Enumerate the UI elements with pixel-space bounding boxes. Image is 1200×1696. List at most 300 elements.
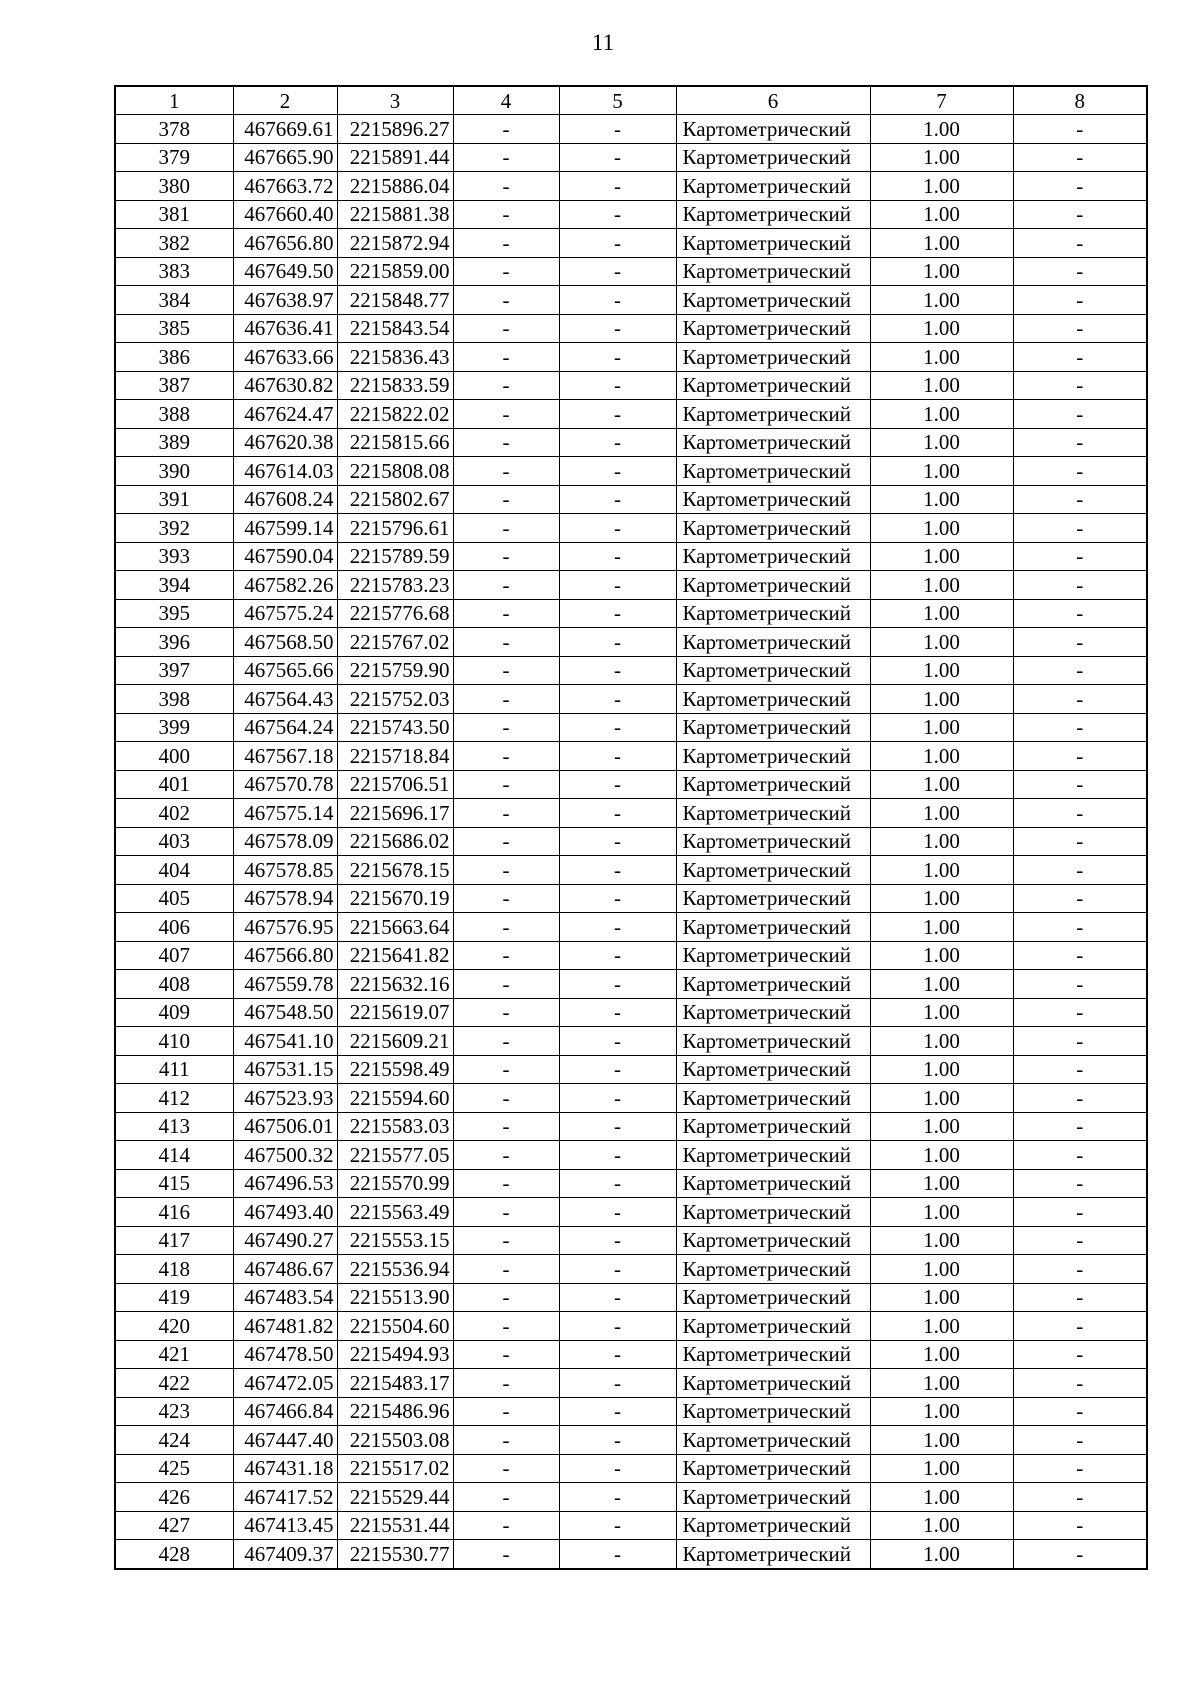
col-4-cell: -	[453, 913, 559, 942]
col-8-cell: -	[1013, 200, 1147, 229]
method-cell: Картометрический	[676, 1112, 870, 1141]
accuracy-cell: 1.00	[870, 200, 1013, 229]
table-row	[115, 770, 1147, 799]
col-8-cell: -	[1013, 542, 1147, 571]
table-row	[115, 229, 1147, 258]
col-5-cell: -	[559, 1312, 676, 1341]
point-number-cell: 386	[115, 343, 233, 372]
table-row	[115, 628, 1147, 657]
accuracy-cell: 1.00	[870, 1255, 1013, 1284]
col-8-cell: -	[1013, 685, 1147, 714]
coord-x-cell: 467590.04	[233, 542, 337, 571]
point-number-cell: 427	[115, 1511, 233, 1540]
table-row	[115, 1226, 1147, 1255]
col-4-cell: -	[453, 400, 559, 429]
table-row	[115, 1454, 1147, 1483]
method-cell: Картометрический	[676, 1483, 870, 1512]
accuracy-cell: 1.00	[870, 172, 1013, 201]
col-8-cell: -	[1013, 884, 1147, 913]
col-4-cell: -	[453, 1283, 559, 1312]
coord-x-cell: 467578.09	[233, 827, 337, 856]
table-row	[115, 827, 1147, 856]
point-number-cell: 396	[115, 628, 233, 657]
point-number-cell: 401	[115, 770, 233, 799]
col-4-cell: -	[453, 656, 559, 685]
method-cell: Картометрический	[676, 1226, 870, 1255]
col-5-cell: -	[559, 1055, 676, 1084]
col-4-cell: -	[453, 229, 559, 258]
coord-x-cell: 467663.72	[233, 172, 337, 201]
col-4-cell: -	[453, 314, 559, 343]
col-8-cell: -	[1013, 1540, 1147, 1569]
col-8-cell: -	[1013, 314, 1147, 343]
coord-x-cell: 467506.01	[233, 1112, 337, 1141]
method-cell: Картометрический	[676, 656, 870, 685]
method-cell: Картометрический	[676, 428, 870, 457]
col-4-cell: -	[453, 371, 559, 400]
accuracy-cell: 1.00	[870, 314, 1013, 343]
col-8-cell: -	[1013, 742, 1147, 771]
coord-y-cell: 2215529.44	[337, 1483, 453, 1512]
coord-x-cell: 467531.15	[233, 1055, 337, 1084]
accuracy-cell: 1.00	[870, 1454, 1013, 1483]
coord-x-cell: 467636.41	[233, 314, 337, 343]
point-number-cell: 428	[115, 1540, 233, 1569]
coord-x-cell: 467548.50	[233, 998, 337, 1027]
col-4-cell: -	[453, 428, 559, 457]
accuracy-cell: 1.00	[870, 1340, 1013, 1369]
col-4-cell: -	[453, 1483, 559, 1512]
col-8-cell: -	[1013, 1283, 1147, 1312]
method-cell: Картометрический	[676, 685, 870, 714]
table-row	[115, 1112, 1147, 1141]
col-5-cell: -	[559, 713, 676, 742]
coord-x-cell: 467490.27	[233, 1226, 337, 1255]
col-5-cell: -	[559, 542, 676, 571]
column-header-3: 3	[337, 86, 453, 115]
method-cell: Картометрический	[676, 1141, 870, 1170]
point-number-cell: 406	[115, 913, 233, 942]
coord-x-cell: 467409.37	[233, 1540, 337, 1569]
coord-y-cell: 2215553.15	[337, 1226, 453, 1255]
method-cell: Картометрический	[676, 172, 870, 201]
col-4-cell: -	[453, 457, 559, 486]
coord-y-cell: 2215678.15	[337, 856, 453, 885]
col-8-cell: -	[1013, 1454, 1147, 1483]
col-5-cell: -	[559, 1511, 676, 1540]
coord-x-cell: 467630.82	[233, 371, 337, 400]
col-4-cell: -	[453, 542, 559, 571]
coord-y-cell: 2215886.04	[337, 172, 453, 201]
col-8-cell: -	[1013, 770, 1147, 799]
coord-y-cell: 2215808.08	[337, 457, 453, 486]
coord-y-cell: 2215619.07	[337, 998, 453, 1027]
table-row	[115, 970, 1147, 999]
coord-x-cell: 467608.24	[233, 485, 337, 514]
point-number-cell: 404	[115, 856, 233, 885]
point-number-cell: 395	[115, 599, 233, 628]
table-row	[115, 286, 1147, 315]
point-number-cell: 410	[115, 1027, 233, 1056]
col-5-cell: -	[559, 1226, 676, 1255]
table-body	[115, 115, 1147, 1569]
coord-y-cell: 2215598.49	[337, 1055, 453, 1084]
col-4-cell: -	[453, 1255, 559, 1284]
col-4-cell: -	[453, 1141, 559, 1170]
header-row	[115, 86, 1147, 115]
method-cell: Картометрический	[676, 542, 870, 571]
point-number-cell: 411	[115, 1055, 233, 1084]
table-row	[115, 172, 1147, 201]
coord-y-cell: 2215513.90	[337, 1283, 453, 1312]
table-row	[115, 485, 1147, 514]
col-5-cell: -	[559, 286, 676, 315]
point-number-cell: 426	[115, 1483, 233, 1512]
col-4-cell: -	[453, 1084, 559, 1113]
table-row	[115, 200, 1147, 229]
point-number-cell: 385	[115, 314, 233, 343]
accuracy-cell: 1.00	[870, 1540, 1013, 1569]
method-cell: Картометрический	[676, 1169, 870, 1198]
table-header	[115, 86, 1147, 115]
col-4-cell: -	[453, 514, 559, 543]
col-8-cell: -	[1013, 713, 1147, 742]
col-8-cell: -	[1013, 1255, 1147, 1284]
col-5-cell: -	[559, 970, 676, 999]
accuracy-cell: 1.00	[870, 229, 1013, 258]
col-5-cell: -	[559, 599, 676, 628]
col-4-cell: -	[453, 856, 559, 885]
accuracy-cell: 1.00	[870, 1426, 1013, 1455]
method-cell: Картометрический	[676, 1340, 870, 1369]
point-number-cell: 388	[115, 400, 233, 429]
col-4-cell: -	[453, 1397, 559, 1426]
point-number-cell: 390	[115, 457, 233, 486]
column-header-1: 1	[115, 86, 233, 115]
coord-y-cell: 2215570.99	[337, 1169, 453, 1198]
table-row	[115, 913, 1147, 942]
col-4-cell: -	[453, 1426, 559, 1455]
coord-x-cell: 467633.66	[233, 343, 337, 372]
col-4-cell: -	[453, 1169, 559, 1198]
method-cell: Картометрический	[676, 400, 870, 429]
col-4-cell: -	[453, 827, 559, 856]
point-number-cell: 419	[115, 1283, 233, 1312]
accuracy-cell: 1.00	[870, 770, 1013, 799]
coord-x-cell: 467638.97	[233, 286, 337, 315]
column-header-4: 4	[453, 86, 559, 115]
point-number-cell: 418	[115, 1255, 233, 1284]
accuracy-cell: 1.00	[870, 457, 1013, 486]
col-4-cell: -	[453, 1027, 559, 1056]
accuracy-cell: 1.00	[870, 884, 1013, 913]
col-8-cell: -	[1013, 257, 1147, 286]
method-cell: Картометрический	[676, 913, 870, 942]
method-cell: Картометрический	[676, 514, 870, 543]
accuracy-cell: 1.00	[870, 713, 1013, 742]
col-5-cell: -	[559, 913, 676, 942]
accuracy-cell: 1.00	[870, 1198, 1013, 1227]
point-number-cell: 425	[115, 1454, 233, 1483]
col-5-cell: -	[559, 229, 676, 258]
coord-x-cell: 467620.38	[233, 428, 337, 457]
column-header-7: 7	[870, 86, 1013, 115]
col-4-cell: -	[453, 115, 559, 144]
col-8-cell: -	[1013, 514, 1147, 543]
col-4-cell: -	[453, 799, 559, 828]
col-5-cell: -	[559, 1141, 676, 1170]
column-header-5: 5	[559, 86, 676, 115]
col-4-cell: -	[453, 286, 559, 315]
point-number-cell: 399	[115, 713, 233, 742]
coord-x-cell: 467566.80	[233, 941, 337, 970]
point-number-cell: 409	[115, 998, 233, 1027]
page-number: 11	[591, 30, 615, 55]
col-8-cell: -	[1013, 1426, 1147, 1455]
col-8-cell: -	[1013, 1084, 1147, 1113]
table-row	[115, 1084, 1147, 1113]
col-8-cell: -	[1013, 400, 1147, 429]
method-cell: Картометрический	[676, 143, 870, 172]
table-row	[115, 1141, 1147, 1170]
table-row	[115, 1511, 1147, 1540]
col-8-cell: -	[1013, 1483, 1147, 1512]
col-5-cell: -	[559, 1397, 676, 1426]
coord-y-cell: 2215670.19	[337, 884, 453, 913]
col-5-cell: -	[559, 742, 676, 771]
coordinates-table	[114, 85, 1148, 1570]
point-number-cell: 397	[115, 656, 233, 685]
table-row	[115, 1369, 1147, 1398]
point-number-cell: 389	[115, 428, 233, 457]
method-cell: Картометрический	[676, 941, 870, 970]
method-cell: Картометрический	[676, 1055, 870, 1084]
col-4-cell: -	[453, 884, 559, 913]
coord-x-cell: 467582.26	[233, 571, 337, 600]
accuracy-cell: 1.00	[870, 1055, 1013, 1084]
coord-y-cell: 2215822.02	[337, 400, 453, 429]
coord-x-cell: 467576.95	[233, 913, 337, 942]
method-cell: Картометрический	[676, 457, 870, 486]
col-4-cell: -	[453, 742, 559, 771]
table-row	[115, 371, 1147, 400]
coord-x-cell: 467541.10	[233, 1027, 337, 1056]
col-4-cell: -	[453, 1112, 559, 1141]
col-8-cell: -	[1013, 172, 1147, 201]
point-number-cell: 413	[115, 1112, 233, 1141]
coord-y-cell: 2215752.03	[337, 685, 453, 714]
accuracy-cell: 1.00	[870, 115, 1013, 144]
point-number-cell: 412	[115, 1084, 233, 1113]
coord-y-cell: 2215583.03	[337, 1112, 453, 1141]
col-4-cell: -	[453, 1226, 559, 1255]
col-8-cell: -	[1013, 1055, 1147, 1084]
coord-y-cell: 2215706.51	[337, 770, 453, 799]
point-number-cell: 405	[115, 884, 233, 913]
coord-y-cell: 2215504.60	[337, 1312, 453, 1341]
col-4-cell: -	[453, 770, 559, 799]
method-cell: Картометрический	[676, 571, 870, 600]
table-row	[115, 314, 1147, 343]
method-cell: Картометрический	[676, 998, 870, 1027]
method-cell: Картометрический	[676, 229, 870, 258]
coord-y-cell: 2215483.17	[337, 1369, 453, 1398]
table-row	[115, 1283, 1147, 1312]
point-number-cell: 380	[115, 172, 233, 201]
column-header-8: 8	[1013, 86, 1147, 115]
table-row	[115, 856, 1147, 885]
coord-y-cell: 2215891.44	[337, 143, 453, 172]
coord-x-cell: 467559.78	[233, 970, 337, 999]
table-row	[115, 1426, 1147, 1455]
table-row	[115, 1312, 1147, 1341]
table-row	[115, 884, 1147, 913]
coord-x-cell: 467565.66	[233, 656, 337, 685]
col-5-cell: -	[559, 656, 676, 685]
coord-x-cell: 467486.67	[233, 1255, 337, 1284]
coord-y-cell: 2215609.21	[337, 1027, 453, 1056]
table-row	[115, 1397, 1147, 1426]
col-5-cell: -	[559, 1369, 676, 1398]
coord-x-cell: 467447.40	[233, 1426, 337, 1455]
col-5-cell: -	[559, 257, 676, 286]
method-cell: Картометрический	[676, 1369, 870, 1398]
col-5-cell: -	[559, 685, 676, 714]
table-row	[115, 656, 1147, 685]
coord-y-cell: 2215833.59	[337, 371, 453, 400]
coord-y-cell: 2215517.02	[337, 1454, 453, 1483]
point-number-cell: 393	[115, 542, 233, 571]
point-number-cell: 382	[115, 229, 233, 258]
coord-x-cell: 467466.84	[233, 1397, 337, 1426]
table-row	[115, 1198, 1147, 1227]
table-row	[115, 514, 1147, 543]
point-number-cell: 392	[115, 514, 233, 543]
point-number-cell: 421	[115, 1340, 233, 1369]
column-header-6: 6	[676, 86, 870, 115]
col-8-cell: -	[1013, 799, 1147, 828]
col-4-cell: -	[453, 571, 559, 600]
col-8-cell: -	[1013, 1511, 1147, 1540]
accuracy-cell: 1.00	[870, 1397, 1013, 1426]
col-5-cell: -	[559, 172, 676, 201]
col-8-cell: -	[1013, 485, 1147, 514]
col-4-cell: -	[453, 685, 559, 714]
col-5-cell: -	[559, 827, 676, 856]
accuracy-cell: 1.00	[870, 628, 1013, 657]
coord-x-cell: 467665.90	[233, 143, 337, 172]
accuracy-cell: 1.00	[870, 827, 1013, 856]
col-8-cell: -	[1013, 571, 1147, 600]
table-row	[115, 941, 1147, 970]
method-cell: Картометрический	[676, 1084, 870, 1113]
col-4-cell: -	[453, 970, 559, 999]
method-cell: Картометрический	[676, 856, 870, 885]
point-number-cell: 424	[115, 1426, 233, 1455]
method-cell: Картометрический	[676, 599, 870, 628]
coord-x-cell: 467575.24	[233, 599, 337, 628]
coord-y-cell: 2215859.00	[337, 257, 453, 286]
coord-y-cell: 2215594.60	[337, 1084, 453, 1113]
coord-y-cell: 2215530.77	[337, 1540, 453, 1569]
col-8-cell: -	[1013, 428, 1147, 457]
coord-y-cell: 2215836.43	[337, 343, 453, 372]
col-4-cell: -	[453, 257, 559, 286]
point-number-cell: 381	[115, 200, 233, 229]
coord-x-cell: 467614.03	[233, 457, 337, 486]
col-8-cell: -	[1013, 457, 1147, 486]
method-cell: Картометрический	[676, 1198, 870, 1227]
coord-x-cell: 467413.45	[233, 1511, 337, 1540]
table-row	[115, 1169, 1147, 1198]
col-5-cell: -	[559, 1169, 676, 1198]
coord-y-cell: 2215718.84	[337, 742, 453, 771]
point-number-cell: 384	[115, 286, 233, 315]
accuracy-cell: 1.00	[870, 371, 1013, 400]
method-cell: Картометрический	[676, 314, 870, 343]
method-cell: Картометрический	[676, 1511, 870, 1540]
accuracy-cell: 1.00	[870, 1369, 1013, 1398]
accuracy-cell: 1.00	[870, 970, 1013, 999]
point-number-cell: 394	[115, 571, 233, 600]
table-row	[115, 257, 1147, 286]
accuracy-cell: 1.00	[870, 1112, 1013, 1141]
col-5-cell: -	[559, 514, 676, 543]
coord-y-cell: 2215503.08	[337, 1426, 453, 1455]
accuracy-cell: 1.00	[870, 286, 1013, 315]
table-row	[115, 343, 1147, 372]
coord-x-cell: 467478.50	[233, 1340, 337, 1369]
col-5-cell: -	[559, 371, 676, 400]
col-8-cell: -	[1013, 913, 1147, 942]
col-4-cell: -	[453, 1540, 559, 1569]
coord-y-cell: 2215632.16	[337, 970, 453, 999]
col-5-cell: -	[559, 200, 676, 229]
col-5-cell: -	[559, 1084, 676, 1113]
coord-y-cell: 2215663.64	[337, 913, 453, 942]
coord-y-cell: 2215789.59	[337, 542, 453, 571]
coord-y-cell: 2215486.96	[337, 1397, 453, 1426]
point-number-cell: 423	[115, 1397, 233, 1426]
method-cell: Картометрический	[676, 1312, 870, 1341]
col-5-cell: -	[559, 400, 676, 429]
col-8-cell: -	[1013, 856, 1147, 885]
col-8-cell: -	[1013, 628, 1147, 657]
point-number-cell: 379	[115, 143, 233, 172]
coord-x-cell: 467656.80	[233, 229, 337, 258]
col-5-cell: -	[559, 770, 676, 799]
accuracy-cell: 1.00	[870, 998, 1013, 1027]
col-5-cell: -	[559, 1426, 676, 1455]
coord-x-cell: 467417.52	[233, 1483, 337, 1512]
coord-x-cell: 467431.18	[233, 1454, 337, 1483]
col-5-cell: -	[559, 1112, 676, 1141]
col-4-cell: -	[453, 1198, 559, 1227]
coord-y-cell: 2215896.27	[337, 115, 453, 144]
point-number-cell: 378	[115, 115, 233, 144]
coord-y-cell: 2215743.50	[337, 713, 453, 742]
table-row	[115, 685, 1147, 714]
method-cell: Картометрический	[676, 343, 870, 372]
point-number-cell: 407	[115, 941, 233, 970]
coord-y-cell: 2215641.82	[337, 941, 453, 970]
coord-x-cell: 467568.50	[233, 628, 337, 657]
col-8-cell: -	[1013, 1340, 1147, 1369]
coord-x-cell: 467481.82	[233, 1312, 337, 1341]
col-5-cell: -	[559, 1198, 676, 1227]
table-row	[115, 400, 1147, 429]
method-cell: Картометрический	[676, 628, 870, 657]
